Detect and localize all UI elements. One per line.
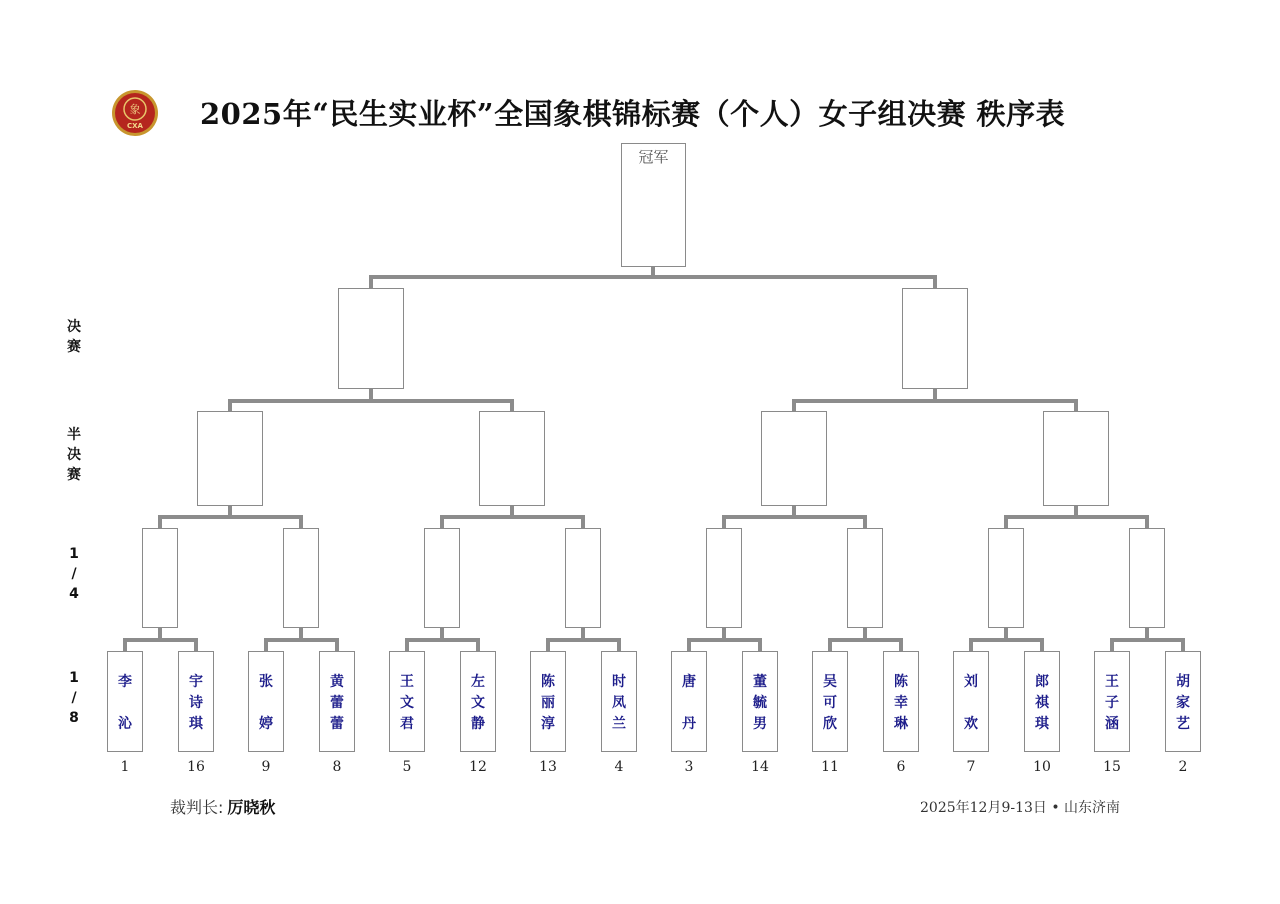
quarter-slot-2 [283, 528, 319, 628]
player-name: 黄 蕾 蕾 [330, 674, 344, 732]
final-slot-1 [338, 288, 404, 389]
referee-label: 裁判长: [170, 798, 224, 817]
player-name: 王 子 涵 [1105, 674, 1119, 732]
seed-number: 12 [469, 759, 487, 775]
semi-slot-4 [1043, 411, 1109, 506]
semi-slot-3 [761, 411, 827, 506]
player-name: 左 文 静 [471, 674, 485, 732]
seed-number: 14 [751, 759, 769, 775]
quarter-slot-6 [847, 528, 883, 628]
seed-number: 5 [402, 759, 412, 775]
seed-number: 16 [187, 759, 205, 775]
page-title: 2025年“民生实业杯”全国象棋锦标赛（个人）女子组决赛 秩序表 [200, 97, 1066, 131]
quarter-slot-7 [988, 528, 1024, 628]
quarter-slot-1 [142, 528, 178, 628]
seed-number: 3 [684, 759, 694, 775]
champion-label: 冠军 [638, 148, 669, 166]
svg-text:象: 象 [129, 103, 141, 116]
round-label-r16: 1 / 8 [69, 670, 79, 726]
quarter-slot-5 [706, 528, 742, 628]
seed-number: 7 [966, 759, 976, 775]
logo-text: CXA [127, 122, 143, 130]
referee-name: 厉晓秋 [227, 798, 276, 817]
date-place: 2025年12月9-13日 • 山东济南 [920, 800, 1121, 816]
quarter-slot-3 [424, 528, 460, 628]
player-name: 王 文 君 [400, 674, 414, 732]
round-label-final: 决 赛 [67, 319, 81, 355]
player-name: 郎 祺 琪 [1035, 674, 1049, 732]
quarter-slot-8 [1129, 528, 1165, 628]
player-name: 宇 诗 琪 [189, 674, 203, 732]
seed-number: 13 [539, 759, 557, 775]
player-name: 陈 丽 淳 [541, 674, 555, 732]
player-name: 胡 家 艺 [1176, 674, 1190, 732]
seed-number: 4 [614, 759, 624, 775]
seed-number: 2 [1178, 759, 1188, 775]
semi-slot-2 [479, 411, 545, 506]
player-name: 李 沁 [118, 674, 132, 732]
seed-number: 15 [1103, 759, 1121, 775]
player-name: 时 凤 兰 [612, 674, 626, 732]
round-label-quarter: 1 / 4 [69, 546, 79, 602]
final-slot-2 [902, 288, 968, 389]
player-name: 吴 可 欣 [823, 674, 837, 732]
seed-number: 9 [261, 759, 271, 775]
quarter-slot-4 [565, 528, 601, 628]
player-name: 张 婷 [259, 674, 273, 732]
seed-number: 8 [332, 759, 342, 775]
referee-line [170, 795, 275, 818]
seed-number: 10 [1033, 759, 1051, 775]
seed-number: 6 [896, 759, 906, 775]
round-label-semi: 半 决 赛 [67, 427, 81, 483]
seed-number: 11 [821, 759, 839, 775]
player-name: 刘 欢 [964, 674, 978, 732]
semi-slot-1 [197, 411, 263, 506]
player-name: 董 毓 男 [753, 674, 767, 732]
player-name: 唐 丹 [682, 674, 696, 732]
player-name: 陈 幸 琳 [894, 674, 908, 732]
seed-number: 1 [120, 759, 130, 775]
